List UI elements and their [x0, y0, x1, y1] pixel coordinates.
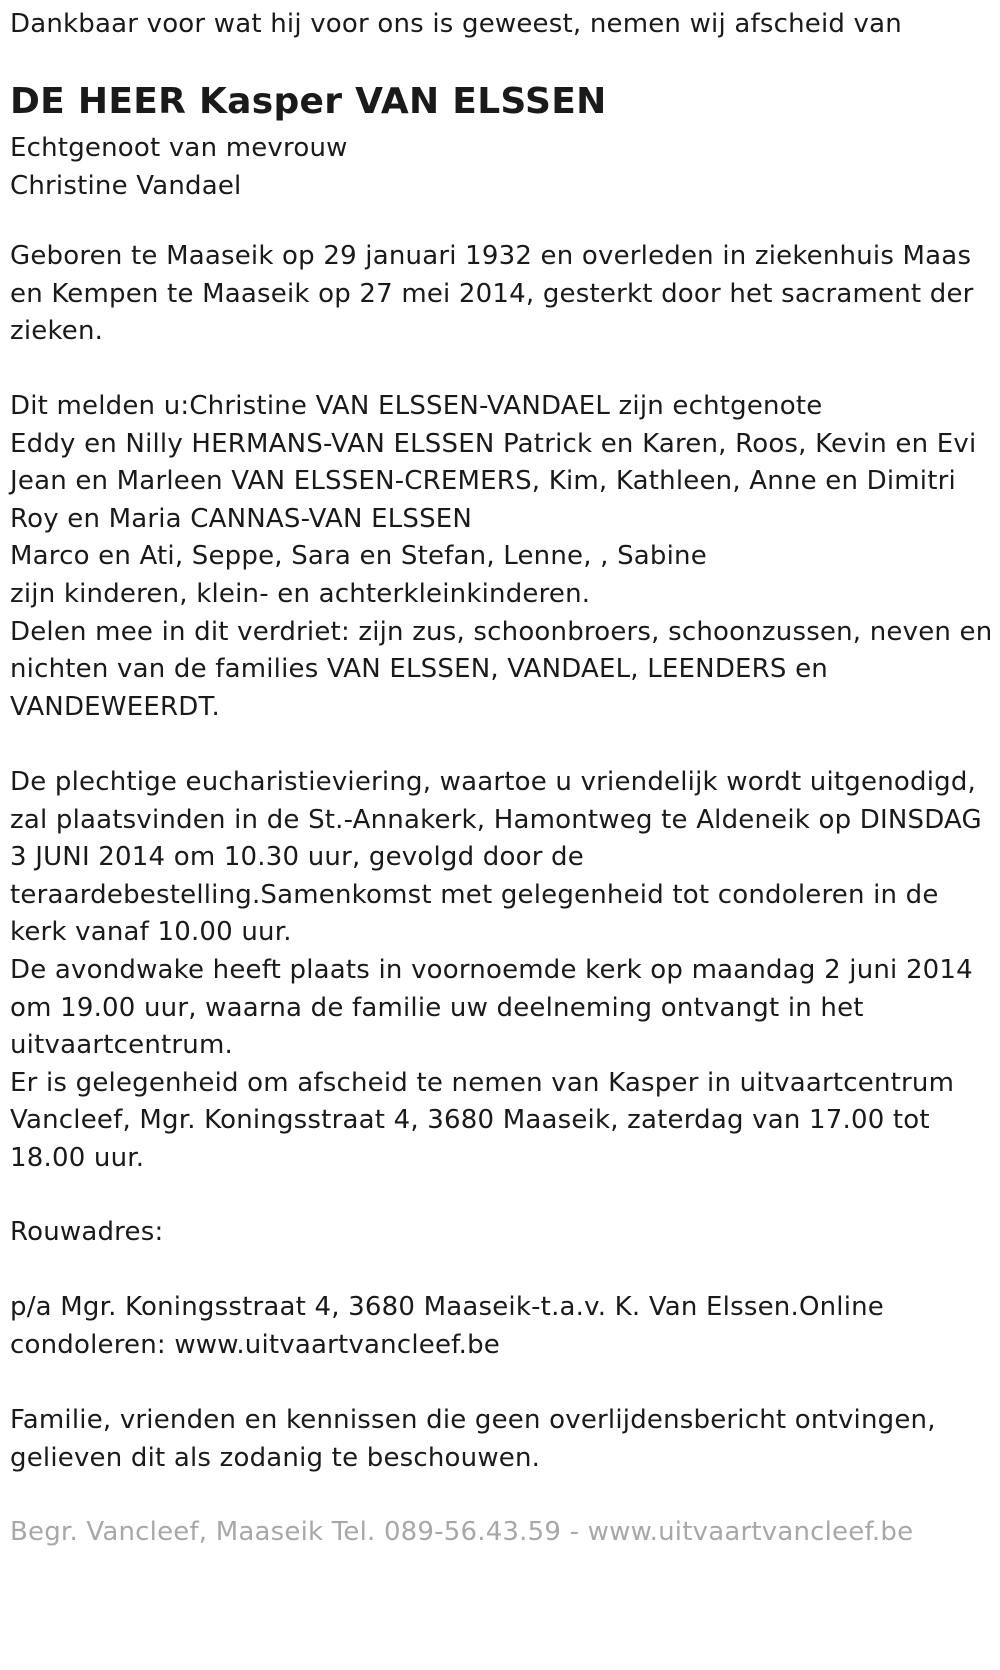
- address-line: p/a Mgr. Koningsstraat 4, 3680 Maaseik-t.a.v. K. Van Elssen.Online: [10, 1292, 885, 1322]
- service-line: kerk vanaf 10.00 uur.: [10, 917, 292, 948]
- announcement-line: VANDEWEERDT.: [10, 691, 220, 722]
- service-line: uitvaartcentrum.: [10, 1030, 233, 1061]
- service-line: teraardebestelling.Samenkomst met gelegenheid tot condoleren in de: [10, 879, 939, 910]
- deceased-block: [10, 80, 607, 205]
- service-line: De avondwake heeft plaats in voornoemde kerk op maandag 2 juni 2014: [10, 954, 973, 985]
- address-line: condoleren: www.uitvaartvancleef.be: [10, 1329, 500, 1360]
- announcement-line: Eddy en Nilly HERMANS-VAN ELSSEN Patrick en Karen, Roos, Kevin en Evi: [10, 428, 977, 459]
- notice-line: gelieven dit als zodanig te beschouwen.: [10, 1442, 541, 1473]
- deceased-name: DE HEER Kasper VAN ELSSEN: [10, 81, 607, 122]
- notice-paragraph: [10, 1402, 936, 1477]
- service-line: Er is gelegenheid om afscheid te nemen van Kasper in uitvaartcentrum: [10, 1067, 955, 1098]
- service-paragraph: [10, 764, 982, 1178]
- service-line: De plechtige eucharistieviering, waartoe u vriendelijk wordt uitgenodigd,: [10, 767, 976, 797]
- announcement-line: zijn kinderen, klein- en achterkleinkinderen.: [10, 578, 591, 609]
- notice-line: Familie, vrienden en kennissen die geen overlijdensbericht ontvingen,: [10, 1405, 936, 1435]
- rouwadres-label: Rouwadres:: [10, 1217, 164, 1247]
- announcement-line: Dit melden u:Christine VAN ELSSEN-VANDAEL zijn echtgenote: [10, 391, 823, 421]
- spouse-line-2: Christine Vandael: [10, 170, 242, 201]
- announcement-line: Roy en Maria CANNAS-VAN ELSSEN: [10, 503, 473, 534]
- birth-line: Geboren te Maaseik op 29 januari 1932 en overleden in ziekenhuis Maas: [10, 241, 972, 271]
- service-line: zal plaatsvinden in de St.-Annakerk, Hamontweg te Aldeneik op DINSDAG: [10, 804, 982, 835]
- service-line: 3 JUNI 2014 om 10.30 uur, gevolgd door de: [10, 842, 584, 873]
- funeral-home-footer: Begr. Vancleef, Maaseik Tel. 089-56.43.59 - www.uitvaartvancleef.be: [10, 1517, 914, 1547]
- intro-text: Dankbaar voor wat hij voor ons is geweest, nemen wij afscheid van: [10, 9, 902, 39]
- announcement-line: Marco en Ati, Seppe, Sara en Stefan, Lenne, , Sabine: [10, 541, 707, 572]
- announcement-line: nichten van de families VAN ELSSEN, VANDAEL, LEENDERS en: [10, 654, 828, 685]
- address-paragraph: [10, 1289, 884, 1364]
- spouse-line-1: Echtgenoot van mevrouw: [10, 133, 348, 163]
- service-line: Vancleef, Mgr. Koningsstraat 4, 3680 Maaseik, zaterdag van 17.00 tot: [10, 1105, 930, 1136]
- announcement-paragraph: [10, 388, 992, 726]
- announcement-line: Jean en Marleen VAN ELSSEN-CREMERS, Kim, Kathleen, Anne en Dimitri: [10, 466, 956, 497]
- announcement-line: Delen mee in dit verdriet: zijn zus, schoonbroers, schoonzussen, neven en: [10, 616, 993, 647]
- birth-paragraph: [10, 238, 974, 351]
- birth-line: zieken.: [10, 316, 104, 347]
- birth-line: en Kempen te Maaseik op 27 mei 2014, gesterkt door het sacrament der: [10, 278, 974, 309]
- service-line: om 19.00 uur, waarna de familie uw deelneming ontvangt in het: [10, 992, 864, 1023]
- service-line: 18.00 uur.: [10, 1142, 145, 1173]
